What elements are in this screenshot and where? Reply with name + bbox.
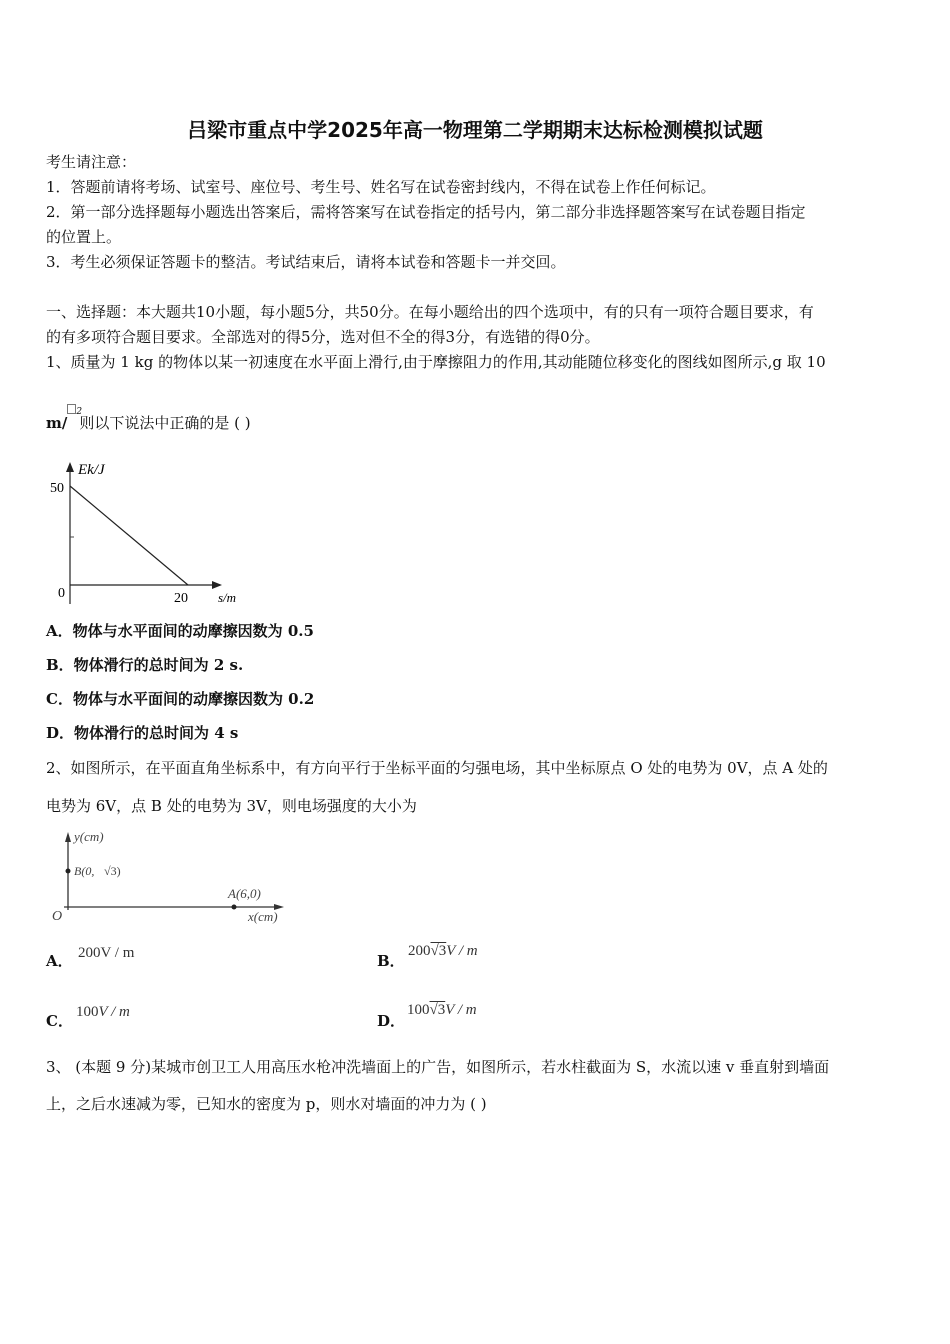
- q1-xtick-20: 20: [174, 591, 188, 606]
- section-heading-line1: 一、选择题：本大题共10小题，每小题5分，共50分。在每小题给出的四个选项中，有的只有一项符合题目要求，有: [46, 303, 814, 321]
- q1-graph: [42, 452, 252, 608]
- notice-item-2-cont: 的位置上。: [46, 228, 122, 246]
- section-heading-line2: 的有多项符合题目要求。全部选对的得5分，选对但不全的得3分，有选错的得0分。: [46, 328, 600, 346]
- q2-label-a: A(6,0): [228, 886, 261, 901]
- notice-heading: 考生请注意：: [46, 153, 137, 171]
- q1-option-b[interactable]: B．物体滑行的总时间为 2 s.: [46, 656, 244, 674]
- q2-label-b: B(0,: [74, 864, 95, 878]
- q2-option-c-label[interactable]: C．: [46, 1012, 73, 1030]
- q2-x-label: x(cm): [248, 909, 278, 924]
- q2-point-b: [66, 869, 71, 874]
- q1-stem-line1: 1、质量为 1 kg 的物体以某一初速度在水平面上滑行,由于摩擦阻力的作用,其动能随位移变化的图线如图所示,g 取 10: [46, 353, 826, 371]
- q2-stem-line1: 2、如图所示，在平面直角坐标系中，有方向平行于坐标平面的匀强电场，其中坐标原点 O 处的电势为 0V，点 A 处的: [46, 759, 828, 777]
- q1-ytick-50: 50: [50, 481, 64, 496]
- q2-option-a-value[interactable]: 200V / m: [78, 945, 135, 961]
- q1-y-label: Ek/J: [78, 462, 105, 478]
- notice-item-1: 1．答题前请将考场、试室号、座位号、考生号、姓名写在试卷密封线内，不得在试卷上作任何标记。: [46, 178, 716, 196]
- q1-origin: 0: [58, 586, 65, 601]
- q1-option-d[interactable]: D．物体滑行的总时间为 4 s: [46, 724, 239, 742]
- q2-option-b-value[interactable]: 200√3V / m: [408, 943, 478, 959]
- q2-stem-line2: 电势为 6V，点 B 处的电势为 3V，则电场强度的大小为: [46, 797, 417, 815]
- q1-ek-line: [70, 486, 188, 585]
- q2-option-b-label[interactable]: B．: [377, 952, 405, 970]
- page-title: 吕梁市重点中学2025年高一物理第二学期期末达标检测模拟试题: [187, 118, 763, 142]
- q1-stem-line2: [46, 407, 251, 436]
- notice-item-2: 2．第一部分选择题每小题选出答案后，需将答案写在试卷指定的括号内，第二部分非选择题答案写在试卷题目指定: [46, 203, 806, 221]
- q2-origin: O: [52, 909, 63, 924]
- q2-option-d-value[interactable]: 100√3V / m: [407, 1002, 477, 1018]
- q2-y-arrow: [65, 832, 71, 842]
- q3-stem-line1: 3、 (本题 9 分)某城市创卫工人用高压水枪冲洗墙面上的广告，如图所示，若水柱截面为 S，水流以速 v 垂直射到墙面: [46, 1058, 830, 1076]
- q1-y-arrow: [66, 462, 74, 472]
- q1-option-c[interactable]: C．物体与水平面间的动摩擦因数为 0.2: [46, 690, 315, 708]
- q3-stem-line2: 上，之后水速减为零，已知水的密度为 p，则水对墙面的冲力为 ( ): [46, 1095, 487, 1113]
- q2-option-a-label[interactable]: A．: [46, 952, 73, 970]
- q2-option-d-label[interactable]: D．: [377, 1012, 406, 1030]
- q2-point-a: [232, 905, 237, 910]
- q1-x-label: s/m: [218, 590, 237, 605]
- q1-unit-exp: 2: [67, 402, 79, 422]
- q1-unit: m/: [46, 414, 68, 432]
- q2-y-label: y(cm): [74, 829, 104, 844]
- q2-label-b-sqrt: √3): [104, 864, 121, 878]
- q1-x-arrow: [212, 581, 222, 589]
- notice-item-3: 3．考生必须保证答题卡的整洁。考试结束后，请将本试卷和答题卡一并交回。: [46, 253, 566, 271]
- q2-graph: [48, 826, 298, 926]
- q2-option-c-value[interactable]: 100V / m: [76, 1004, 130, 1020]
- q1-question: 则以下说法中正确的是 ( ): [79, 414, 251, 432]
- q1-option-a[interactable]: A．物体与水平面间的动摩擦因数为 0.5: [46, 622, 314, 640]
